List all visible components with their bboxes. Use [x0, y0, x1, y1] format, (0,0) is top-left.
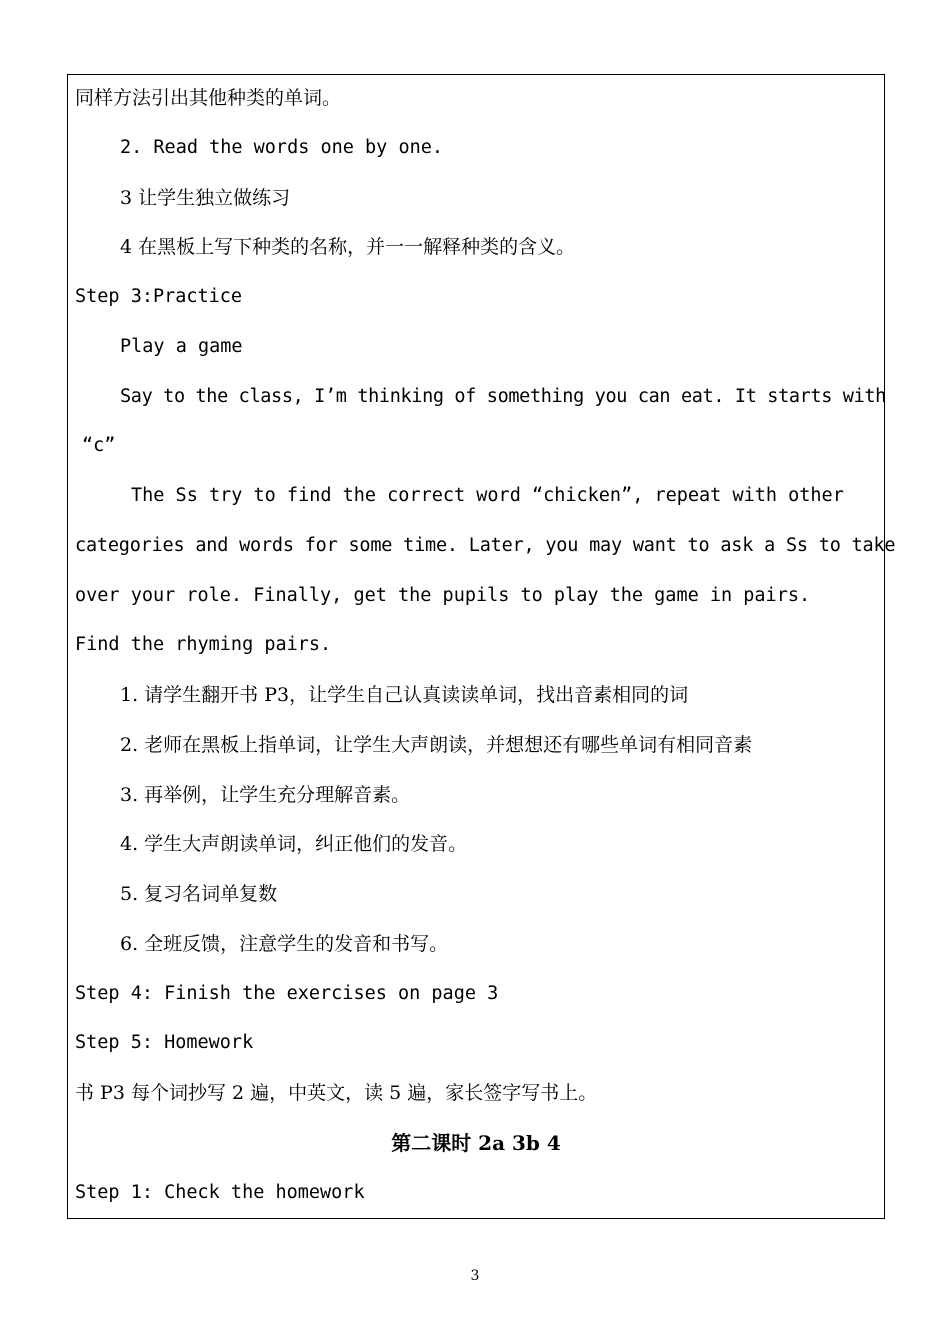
list-item: 2. 老师在黑板上指单词，让学生大声朗读，并想想还有哪些单词有相同音素 [120, 734, 753, 756]
text-line: Say to the class, I’m thinking of something you can eat. It starts with [120, 386, 886, 407]
text-line: over your role. Finally, get the pupils to play the game in pairs. [75, 585, 811, 606]
text-line: categories and words for some time. Later, you may want to ask a Ss to take [75, 535, 896, 556]
step-heading: Step 5: Homework [75, 1032, 254, 1053]
list-item: 4. 学生大声朗读单词，纠正他们的发音。 [120, 833, 468, 855]
text-line: 同样方法引出其他种类的单词。 [75, 87, 342, 109]
lesson-heading: 第二课时 2a 3b 4 [391, 1131, 561, 1155]
text-line: Play a game [120, 336, 243, 357]
text-line: 3 让学生独立做练习 [120, 187, 291, 209]
text-line: “c” [82, 435, 116, 456]
step-heading: Step 1: Check the homework [75, 1182, 365, 1203]
page-number: 3 [470, 1268, 480, 1284]
text-line: The Ss try to find the correct word “chicken”, repeat with other [131, 485, 844, 506]
text-line: 书 P3 每个词抄写 2 遍，中英文，读 5 遍，家长签字写书上。 [75, 1082, 598, 1104]
text-line: 4 在黑板上写下种类的名称，并一一解释种类的含义。 [120, 236, 576, 258]
step-heading: Step 3:Practice [75, 286, 243, 307]
list-item: 1. 请学生翻开书 P3，让学生自己认真读读单词，找出音素相同的词 [120, 684, 689, 706]
text-line: 2. Read the words one by one. [120, 137, 444, 158]
list-item: 5. 复习名词单复数 [120, 883, 278, 905]
list-item: 3. 再举例，让学生充分理解音素。 [120, 784, 411, 806]
text-line: Find the rhyming pairs. [75, 634, 332, 655]
list-item: 6. 全班反馈，注意学生的发音和书写。 [120, 933, 449, 955]
step-heading: Step 4: Finish the exercises on page 3 [75, 983, 499, 1004]
